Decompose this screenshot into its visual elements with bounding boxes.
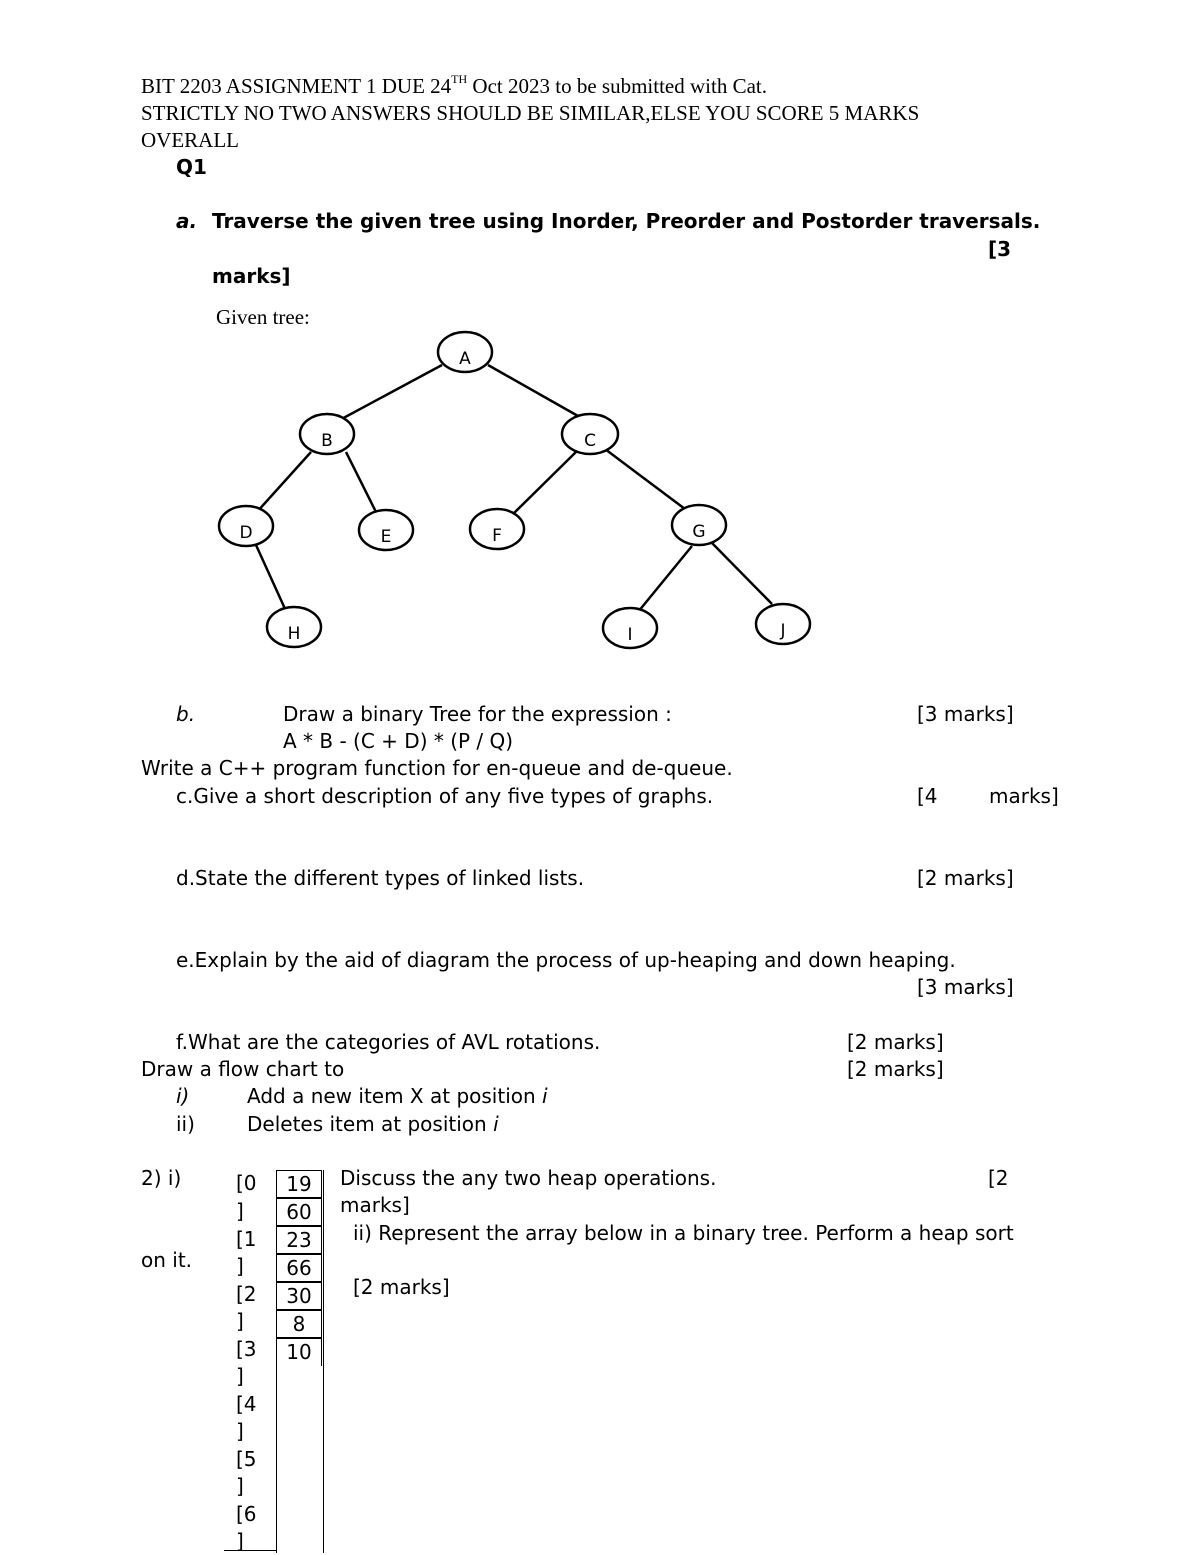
header-line-3: OVERALL (141, 128, 239, 152)
q1a-marks-close: marks] (212, 264, 291, 288)
tree-node-b (300, 414, 354, 454)
q1f-marks: [2 marks] (847, 1030, 944, 1054)
array-cell-6: 10 (276, 1338, 322, 1366)
q2i-marks-open: [2 (988, 1166, 1009, 1190)
q1a-text: Traverse the given tree using Inorder, Preorder and Postorder traversals. (212, 209, 1041, 233)
tree-node-f (470, 509, 524, 549)
header-line-2: STRICTLY NO TWO ANSWERS SHOULD BE SIMILAR,ELSE YOU SCORE 5 MARKS (141, 101, 920, 125)
q1c-marks-open: [4 (917, 784, 938, 808)
tree-node-i (603, 608, 657, 648)
q1e-marks: [3 marks] (917, 975, 1014, 999)
node-label-c: C (584, 431, 596, 451)
header-superscript: TH (451, 72, 468, 86)
node-label-h: H (287, 624, 301, 644)
array-index-0-close: ] (236, 1199, 244, 1223)
tree-node-j (756, 604, 810, 644)
node-label-a: A (459, 349, 471, 369)
q1d-text: d.State the different types of linked lists. (176, 866, 585, 890)
flowchart-item-2-var: i (493, 1112, 499, 1136)
array-cell-0: 19 (276, 1170, 322, 1198)
array-index-2-close: ] (236, 1309, 244, 1333)
tree-node-a (438, 332, 492, 372)
array-cell-1: 60 (276, 1198, 322, 1226)
tree-node-e (359, 510, 413, 550)
question-1-label: Q1 (176, 155, 207, 179)
q2i-marks-close: marks] (340, 1193, 410, 1217)
flowchart-item-2-num: ii) (176, 1112, 195, 1136)
array-index-1-open: [1 (236, 1227, 257, 1251)
flowchart-marks: [2 marks] (847, 1057, 944, 1081)
array-index-3-close: ] (236, 1364, 244, 1388)
edge-c-f (510, 450, 578, 517)
given-tree-label: Given tree: (216, 305, 310, 329)
array-index-2-open: [2 (236, 1282, 257, 1306)
array-index-5-open: [5 (236, 1447, 257, 1471)
flowchart-question: Draw a flow chart to (141, 1057, 345, 1081)
edge-a-c (488, 365, 578, 416)
q1f-text: f.What are the categories of AVL rotations. (176, 1030, 601, 1054)
edge-b-e (346, 452, 377, 514)
node-label-d: D (239, 523, 253, 543)
header-title: BIT 2203 ASSIGNMENT 1 DUE 24 (141, 74, 452, 98)
cpp-queue-question: Write a C++ program function for en-queue and de-queue. (141, 756, 733, 780)
q2ii-marks: [2 marks] (353, 1275, 450, 1299)
header-title-suffix: Oct 2023 to be submitted with Cat. (467, 74, 767, 98)
array-cell-2: 23 (276, 1226, 322, 1254)
edge-c-g (605, 449, 685, 509)
q1b-expression: A * B - (C + D) * (P / Q) (283, 729, 514, 753)
q1d-marks: [2 marks] (917, 866, 1014, 890)
q1c-text: c.Give a short description of any five types of graphs. (176, 784, 714, 808)
node-label-i: I (627, 625, 633, 645)
array-cell-3: 66 (276, 1254, 322, 1282)
edge-d-h (256, 545, 286, 611)
array-index-6-close: ] (236, 1529, 244, 1553)
edge-b-d (256, 452, 311, 513)
q1a-marks-open: [3 (988, 237, 1012, 261)
array-index-4-close: ] (236, 1419, 244, 1443)
binary-tree-diagram (0, 0, 1200, 700)
tree-edges (256, 365, 772, 612)
question-2-label: 2) i) (141, 1166, 182, 1190)
edge-g-j (710, 541, 772, 604)
array-index-4-open: [4 (236, 1392, 257, 1416)
flowchart-item-1-var: i (542, 1084, 548, 1108)
q1c-marks-close: marks] (989, 784, 1059, 808)
q1b-letter: b. (176, 702, 196, 726)
array-index-3-open: [3 (236, 1337, 257, 1361)
tree-node-h (267, 607, 321, 647)
edge-a-b (336, 365, 442, 422)
q2ii-text-cont: on it. (141, 1248, 193, 1272)
tree-node-g (672, 505, 726, 545)
node-label-f: F (492, 526, 502, 546)
edge-g-i (638, 546, 692, 612)
array-cell-5: 8 (276, 1310, 322, 1338)
node-label-b: B (321, 431, 333, 451)
array-cell-4: 30 (276, 1282, 322, 1310)
tree-node-c (562, 414, 618, 454)
node-label-g: G (692, 522, 706, 542)
q1b-text: Draw a binary Tree for the expression : (283, 702, 672, 726)
array-index-5-close: ] (236, 1474, 244, 1498)
q2i-text: Discuss the any two heap operations. (340, 1166, 717, 1190)
array-bottom-rule (224, 1550, 276, 1551)
flowchart-item-2-text: Deletes item at position (247, 1112, 494, 1136)
array-index-6-open: [6 (236, 1502, 257, 1526)
q2ii-text: ii) Represent the array below in a binary tree. Perform a heap sort (353, 1221, 1014, 1245)
q1e-text: e.Explain by the aid of diagram the process of up-heaping and down heaping. (176, 948, 956, 972)
q1a-letter: a. (176, 209, 198, 233)
array-index-0-open: [0 (236, 1171, 257, 1195)
array-index-1-close: ] (236, 1254, 244, 1278)
flowchart-item-1-text: Add a new item X at position (247, 1084, 543, 1108)
flowchart-item-1 (247, 1083, 548, 1109)
node-label-j: J (780, 621, 786, 641)
flowchart-item-1-num: i) (176, 1084, 190, 1108)
flowchart-item-2 (247, 1111, 499, 1137)
q1b-marks: [3 marks] (917, 702, 1014, 726)
node-label-e: E (380, 527, 392, 547)
tree-node-d (219, 506, 273, 546)
